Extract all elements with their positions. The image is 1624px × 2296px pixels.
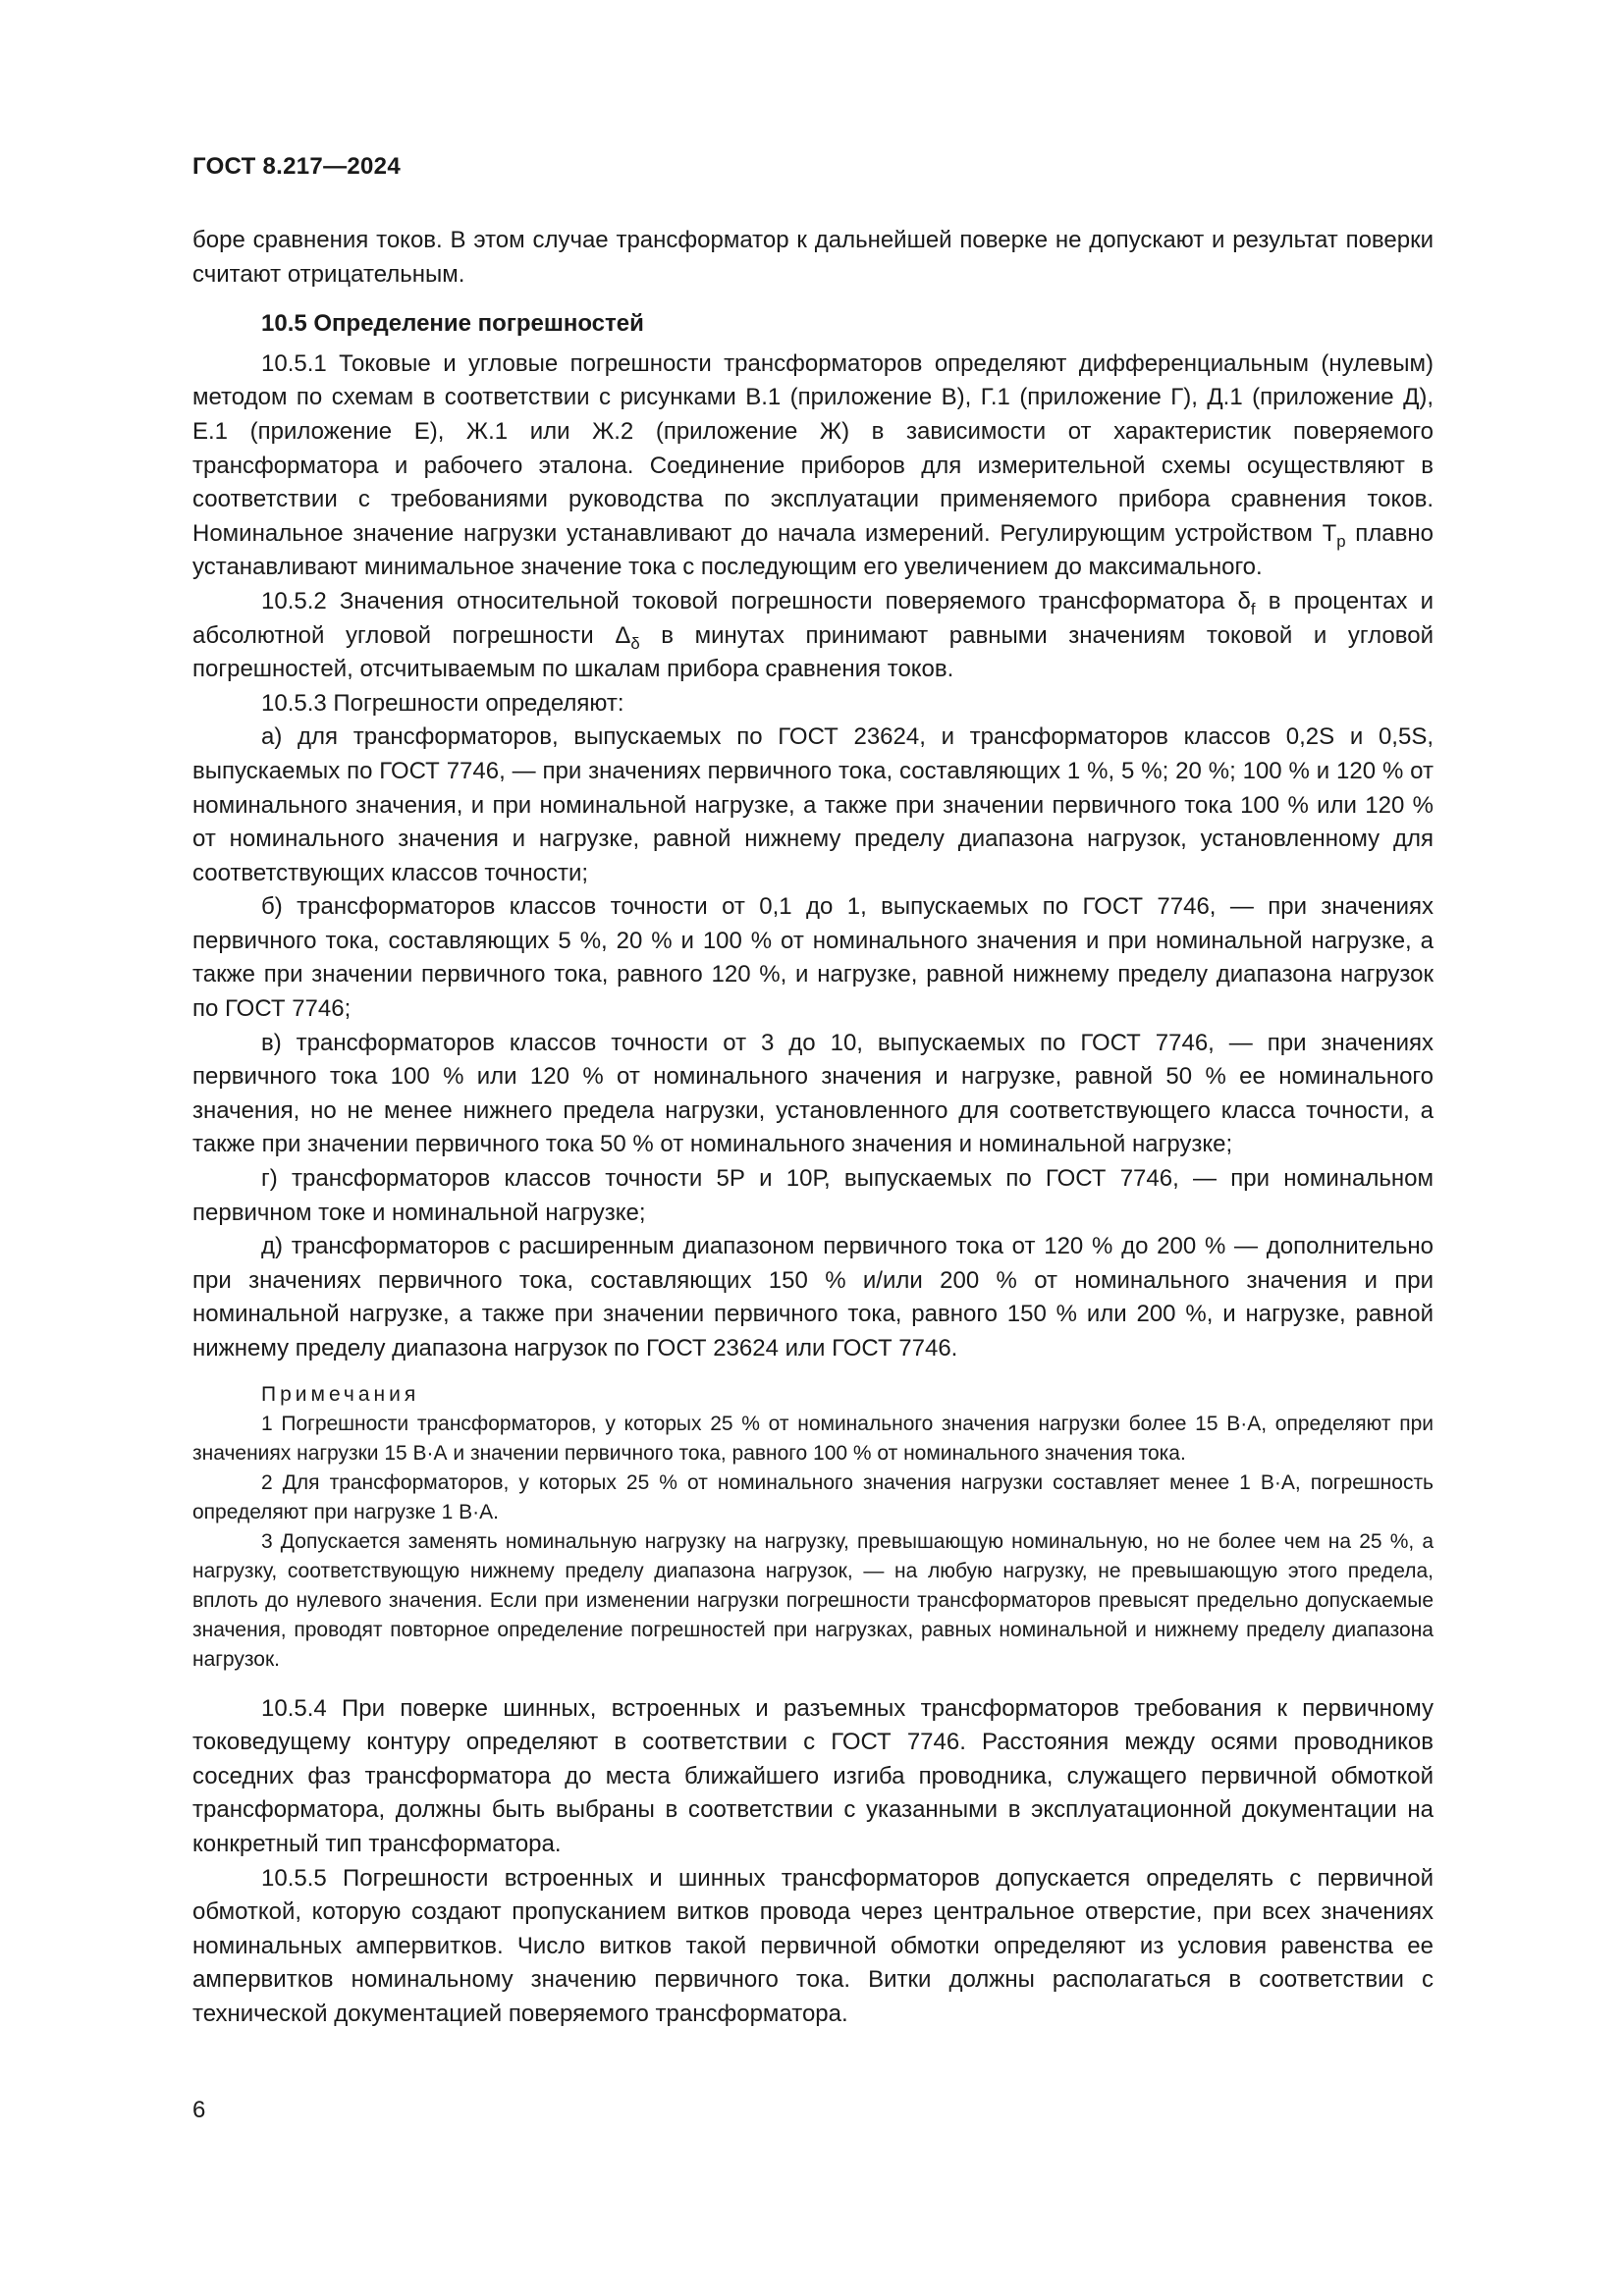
- clause-text: плавно устанавливают минимальное значение тока с последующим его увеличением до максимального.: [192, 519, 1434, 581]
- clause-text: 10.5.2 Значения относительной токовой погрешности поверяемого трансформатора: [261, 587, 1238, 614]
- symbol-T: T: [1322, 519, 1337, 547]
- document-page: [192, 0, 1434, 2296]
- symbol-Delta: Δ: [615, 621, 631, 649]
- symbol-subscript: δ: [630, 633, 640, 653]
- list-item-d: д) трансформаторов с расширенным диапазоном первичного тока от 120 % до 200 % — дополнительно при значениях первичного тока, составляющих 150 % и/или 200 % от номинального значения и при номинальной нагрузке, а также при значении первичного тока, равного 150 % или 200 %, и нагрузке, равной нижнему пределу диапазона нагрузок по ГОСТ 23624 или ГОСТ 7746.: [192, 1233, 1434, 1362]
- clause-text: в процентах и абсолютной угловой погрешности: [192, 587, 1435, 649]
- clause-10-5-1: [192, 347, 1434, 585]
- list-item-g: г) трансформаторов классов точности 5Р и 10Р, выпускаемых по ГОСТ 7746, — при номинальном первичном токе и номинальной нагрузке;: [192, 1165, 1434, 1226]
- clause-10-5-5: 10.5.5 Погрешности встроенных и шинных трансформаторов допускается определять с первичной обмоткой, которую создают пропусканием витков провода через центральное отверстие, при всех значениях номинальных ампервитков. Число витков такой первичной обмотки определяют из условия равенства ее ампервитков номинальному значению первичного тока. Витки должны располагаться в соответствии с технической документацией поверяемого трансформатора.: [192, 1864, 1434, 2027]
- page-number: 6: [192, 2097, 206, 2123]
- note-item: 2 Для трансформаторов, у которых 25 % от номинального значения нагрузки составляет менее 1 В·А, погрешность определяют при нагрузке 1 В·А.: [192, 1470, 1434, 1523]
- clause-10-5-2: [192, 585, 1434, 687]
- clause-text: в минутах принимают равными значениям токовой и угловой погрешностей, отсчитываемым по шкалам прибора сравнения токов.: [192, 621, 1434, 683]
- list-item-v: в) трансформаторов классов точности от 3 до 10, выпускаемых по ГОСТ 7746, — при значениях первичного тока 100 % или 120 % от номинального значения и нагрузке, равной 50 % ее номинального значения, но не менее нижнего предела нагрузки, установленного для соответствующего класса точности, а также при значении первичного тока 50 % от номинального значения и номинальной нагрузке;: [192, 1029, 1434, 1158]
- note-item: 3 Допускается заменять номинальную нагрузку на нагрузку, превышающую номинальную, но не более чем на 25 %, а нагрузку, соответствующую нижнему пределу диапазона нагрузок, — на любую нагрузку, не превышающую этого предела, вплоть до нулевого значения. Если при изменении нагрузки погрешности трансформаторов превысят предельно допускаемые значения, проводят повторное определение погрешностей при нагрузках, равных номинальной и нижнему пределу диапазона нагрузок.: [192, 1529, 1434, 1671]
- clause-10-5-4: 10.5.4 При поверке шинных, встроенных и разъемных трансформаторов требования к первичному токоведущему контуру определяют в соответствии с ГОСТ 7746. Расстояния между осями проводников соседних фаз трансформатора до места ближайшего изгиба проводника, служащего первичной обмоткой трансформатора, должны быть выбраны в соответствии с указанными в эксплуатационной документации на конкретный тип трансформатора.: [192, 1694, 1434, 1857]
- symbol-subscript: f: [1250, 599, 1256, 618]
- notes-heading: Примечания: [261, 1382, 420, 1406]
- section-heading: 10.5 Определение погрешностей: [261, 310, 644, 338]
- symbol-delta: δ: [1237, 587, 1251, 614]
- page-content: [192, 224, 1434, 2032]
- symbol-subscript: р: [1336, 531, 1346, 551]
- list-item-a: а) для трансформаторов, выпускаемых по ГОСТ 23624, и трансформаторов классов 0,2S и 0,5S, выпускаемых по ГОСТ 7746, — при значениях первичного тока, составляющих 1 %, 5 %; 20 %; 100 % и 120 % от номинального значения, и при номинальной нагрузке, а также при значении первичного тока 100 % или 120 % от номинального значения и нагрузке, равной нижнему пределу диапазона нагрузок, установленному для соответствующих классов точности;: [192, 723, 1434, 886]
- notes-block: [192, 1380, 1434, 1675]
- paragraph-continuation: боре сравнения токов. В этом случае трансформатор к дальнейшей поверке не допускают и результат поверки считают отрицательным.: [192, 227, 1434, 288]
- list-item-b: б) трансформаторов классов точности от 0,1 до 1, выпускаемых по ГОСТ 7746, — при значениях первичного тока, составляющих 5 %, 20 % и 100 % от номинального значения и при номинальной нагрузке, а также при значении первичного тока, равного 120 %, и нагрузке, равной нижнему пределу диапазона нагрузок по ГОСТ 7746;: [192, 893, 1434, 1023]
- clause-10-5-3-intro: 10.5.3 Погрешности определяют:: [261, 689, 624, 717]
- note-item: 1 Погрешности трансформаторов, у которых 25 % от номинального значения нагрузки более 15 В·А, определяют при значениях нагрузки 15 В·А и значении первичного тока, равного 100 % от номинального значения тока.: [192, 1412, 1434, 1465]
- document-code-header: ГОСТ 8.217—2024: [192, 153, 401, 180]
- clause-text: 10.5.1 Токовые и угловые погрешности трансформаторов определяют дифференциальным (нулевым) методом по схемам в соответствии с рисунками В.1 (приложение В), Г.1 (приложение Г), Д.1 (приложение Д), Е.1 (приложение Е), Ж.1 или Ж.2 (приложение Ж) в зависимости от характеристик поверяемого трансформатора и рабочего эталона. Соединение приборов для измерительной схемы осуществляют в соответствии с требованиями руководства по эксплуатации применяемого прибора сравнения токов. Номинальное значение нагрузки устанавливают до начала измерений. Регулирующим устройством: [192, 349, 1434, 547]
